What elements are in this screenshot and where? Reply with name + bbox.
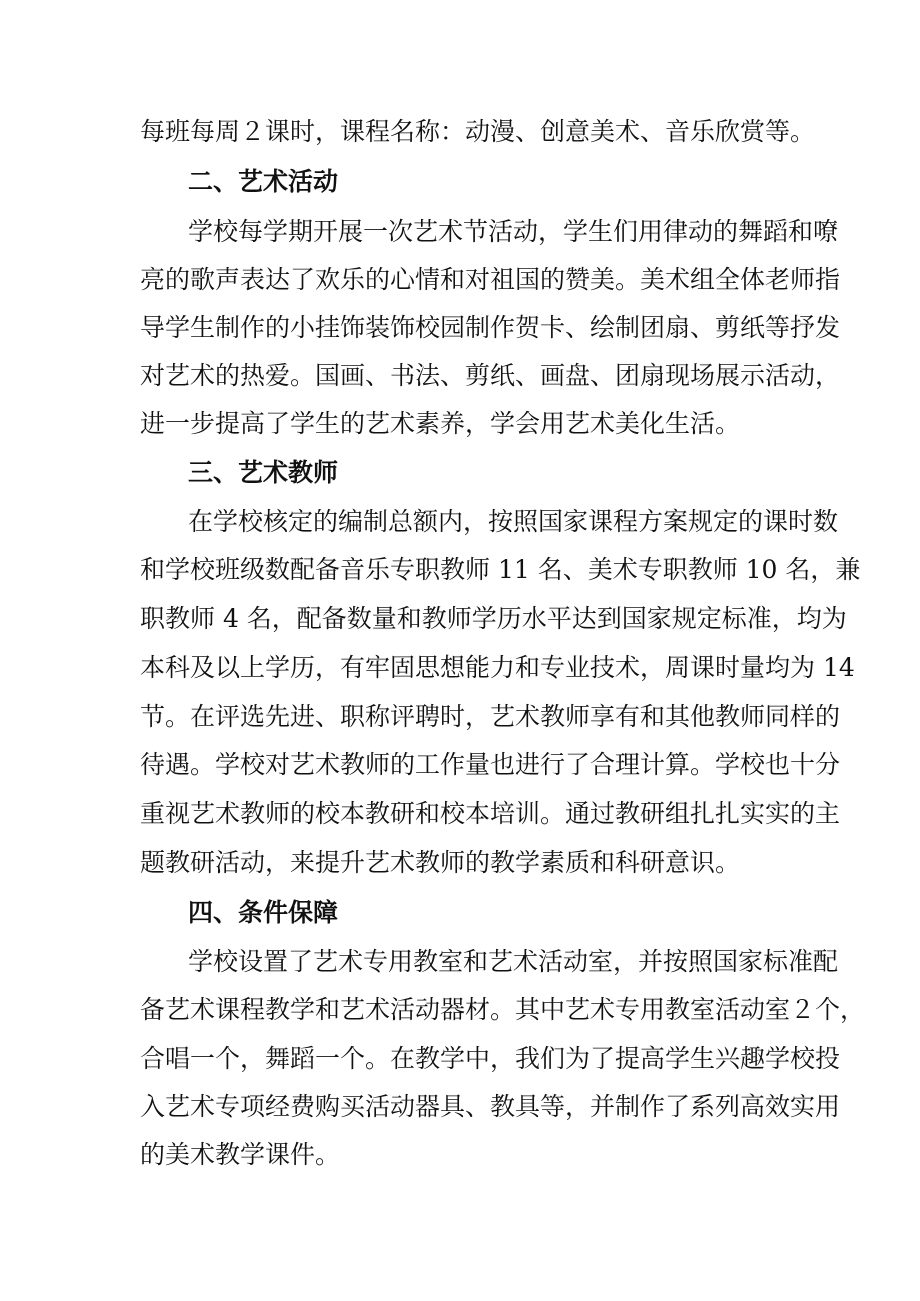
paragraph-line: 职教师 4 名，配备数量和教师学历水平达到国家规定标准，均为 <box>140 604 847 633</box>
paragraph-line: 合唱一个，舞蹈一个。在教学中，我们为了提高学生兴趣学校投 <box>140 1044 841 1073</box>
paragraph-line: 导学生制作的小挂饰装饰校园制作贺卡、绘制团扇、剪纸等抒发 <box>140 313 841 342</box>
paragraph-line: 对艺术的热爱。国画、书法、剪纸、画盘、团扇现场展示活动， <box>140 361 841 390</box>
section-heading-art-activities: 二、艺术活动 <box>188 167 339 196</box>
section-heading-conditions: 四、条件保障 <box>188 898 339 927</box>
paragraph-line: 备艺术课程教学和艺术活动器材。其中艺术专用教室活动室２个， <box>140 995 866 1024</box>
paragraph-line: 学校每学期开展一次艺术节活动，学生们用律动的舞蹈和嘹 <box>188 217 839 246</box>
paragraph-line: 入艺术专项经费购买活动器具、教具等，并制作了系列高效实用 <box>140 1092 841 1121</box>
paragraph-line: 题教研活动，来提升艺术教师的教学素质和科研意识。 <box>140 848 741 877</box>
paragraph-line: 每班每周２课时，课程名称：动漫、创意美术、音乐欣赏等。 <box>140 117 816 146</box>
paragraph-line: 节。在评选先进、职称评聘时，艺术教师享有和其他教师同样的 <box>140 702 841 731</box>
paragraph-line: 本科及以上学历，有牢固思想能力和专业技术，周课时量均为 14 <box>140 653 855 682</box>
paragraph-line: 在学校核定的编制总额内，按照国家课程方案规定的课时数 <box>188 507 839 536</box>
paragraph-line: 学校设置了艺术专用教室和艺术活动室，并按照国家标准配 <box>188 947 839 976</box>
paragraph-line: 和学校班级数配备音乐专职教师 11 名、美术专职教师 10 名，兼 <box>140 555 861 584</box>
section-heading-art-teachers: 三、艺术教师 <box>188 458 339 487</box>
paragraph-line: 重视艺术教师的校本教研和校本培训。通过教研组扎扎实实的主 <box>140 799 841 828</box>
paragraph-line: 待遇。学校对艺术教师的工作量也进行了合理计算。学校也十分 <box>140 750 841 779</box>
paragraph-line: 亮的歌声表达了欢乐的心情和对祖国的赞美。美术组全体老师指 <box>140 265 841 294</box>
paragraph-line: 进一步提高了学生的艺术素养，学会用艺术美化生活。 <box>140 409 741 438</box>
paragraph-line: 的美术教学课件。 <box>140 1140 341 1169</box>
